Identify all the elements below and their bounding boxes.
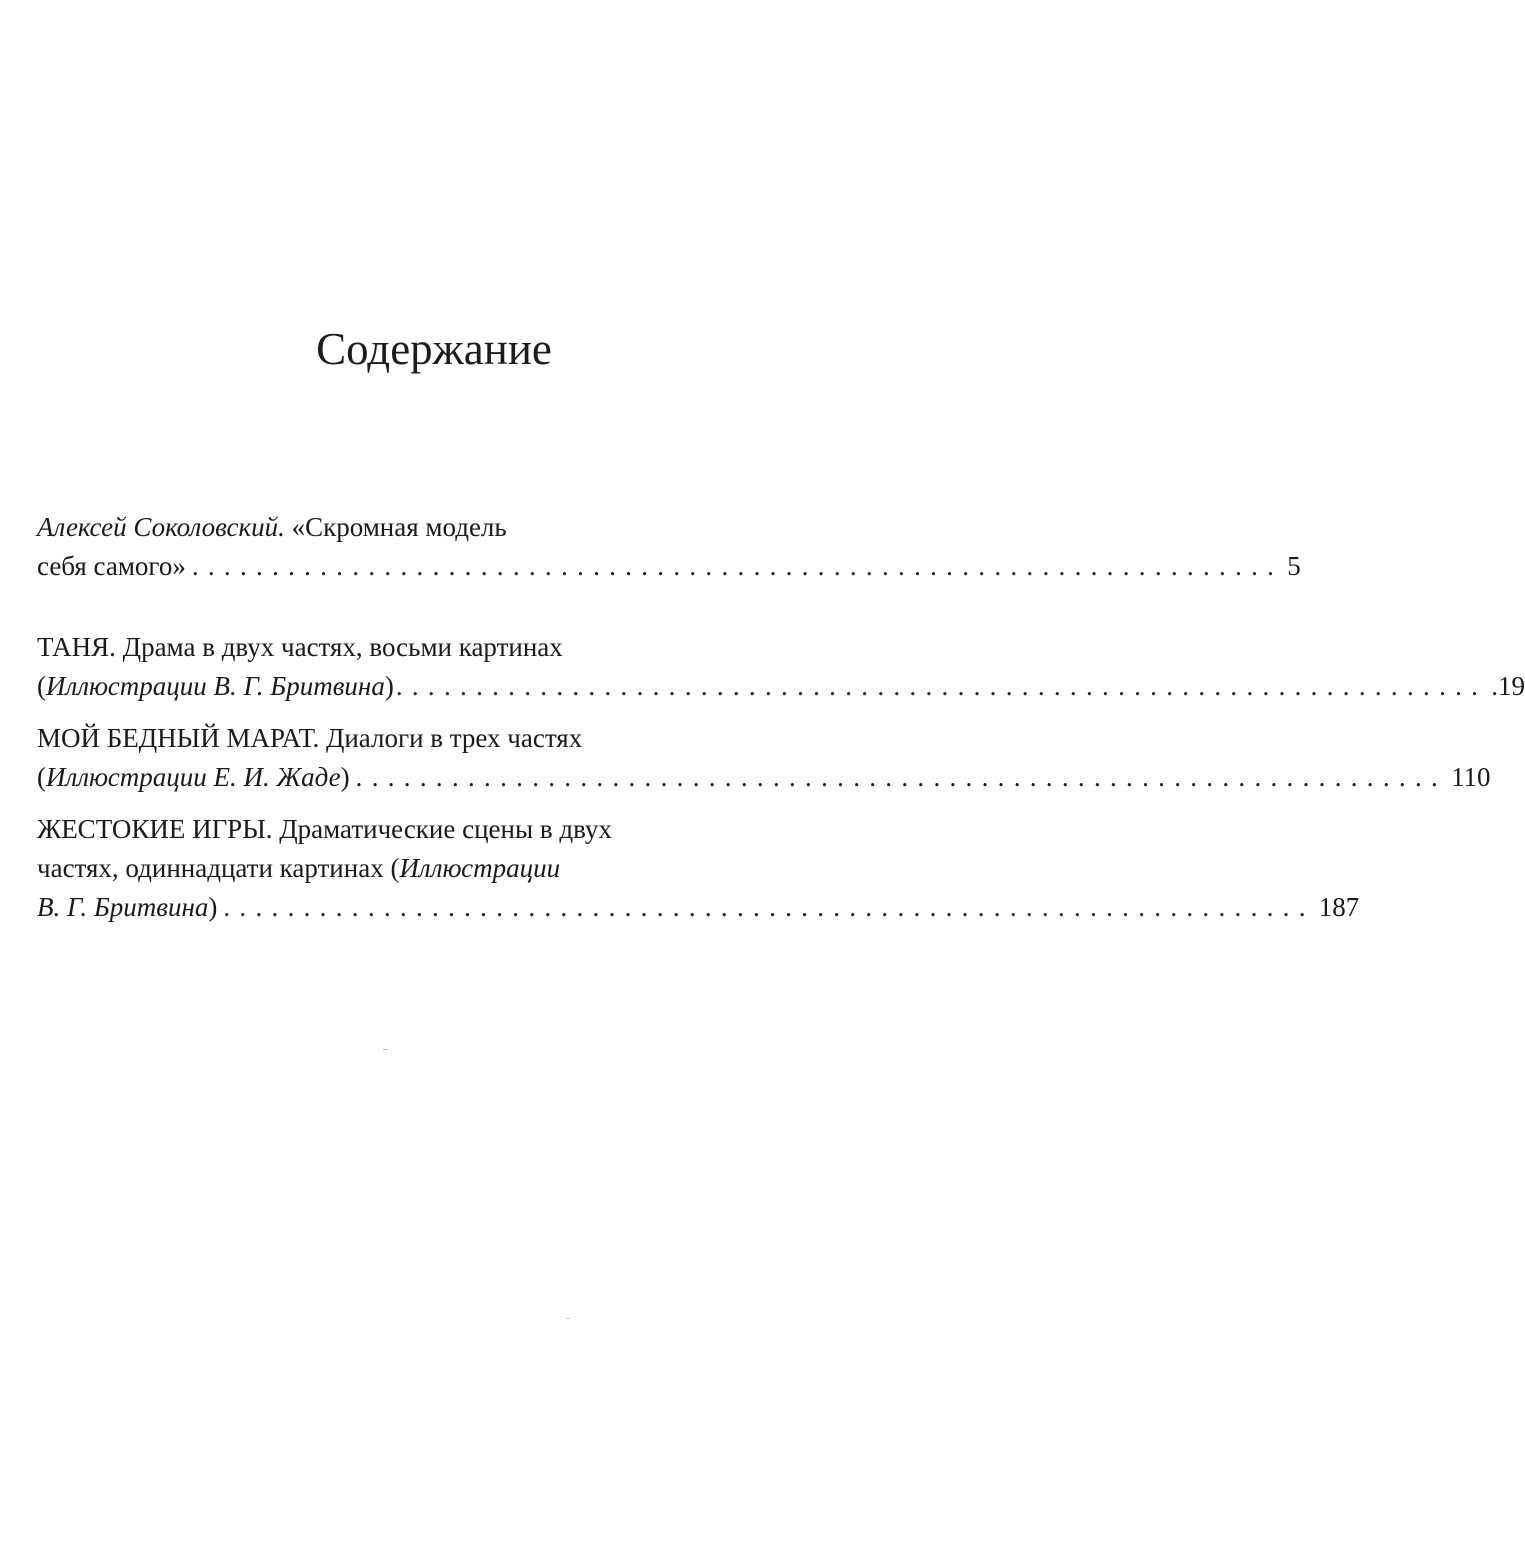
toc-entry-line [37,508,827,547]
toc-title-text: себя самого» [37,551,186,581]
illustrator-credit: Иллюстрации В. Г. Бритвина [46,671,385,701]
paren-close: ) [340,762,350,792]
illustrator-credit: Иллюстрации Е. И. Жаде [46,762,341,792]
toc-title-text: ЖЕСТОКИЕ ИГРЫ. Драматические сцены в двух [37,814,612,844]
paper-speck [566,1318,570,1319]
illustrator-credit: Иллюстрации [399,853,561,883]
toc-entry-marat [37,719,1491,797]
page-number: 5 [1287,551,1301,581]
paper-speck [383,1049,388,1050]
page-title: Содержание [316,324,552,374]
toc-entry-sokolovsky [37,508,1301,586]
toc-entry-line [37,719,827,758]
dot-leader: .................................................................... [395,671,1488,701]
table-of-contents [37,508,1525,927]
paren-open: ( [37,671,46,701]
toc-entry-leader-line [37,888,1360,927]
toc-author: Алексей Соколовский. [37,512,285,542]
toc-entry-leader-line [37,667,1525,706]
page-number: 110 [1451,762,1491,792]
illustrator-credit: В. Г. Бритвина [37,892,209,922]
dot-leader: .................................................................... [223,892,1315,922]
toc-title-text: «Скромная модель [284,512,507,542]
toc-entry-line [37,628,827,667]
page-number: 187 [1318,892,1360,922]
paren-close: ) [208,892,218,922]
paren-close: ) [384,671,394,701]
paren-open: ( [37,762,46,792]
toc-title-text: ТАНЯ. Драма в двух частях, восьми картинах [37,632,563,662]
toc-entry-line [37,810,827,849]
toc-entry-tanya [37,628,1525,706]
toc-entry-leader-line [37,758,1491,797]
dot-leader: .................................................................... [191,551,1284,581]
toc-title-text: МОЙ БЕДНЫЙ МАРАТ. Диалоги в трех частях [37,723,583,753]
dot-leader: .................................................................... [355,762,1448,792]
toc-entry-zhestokie-igry [37,810,1360,927]
page-number: .19 [1491,671,1525,701]
toc-entry-leader-line [37,547,1301,586]
toc-title-text: частях, одиннадцати картинах ( [37,853,400,883]
toc-entry-line [37,849,827,888]
